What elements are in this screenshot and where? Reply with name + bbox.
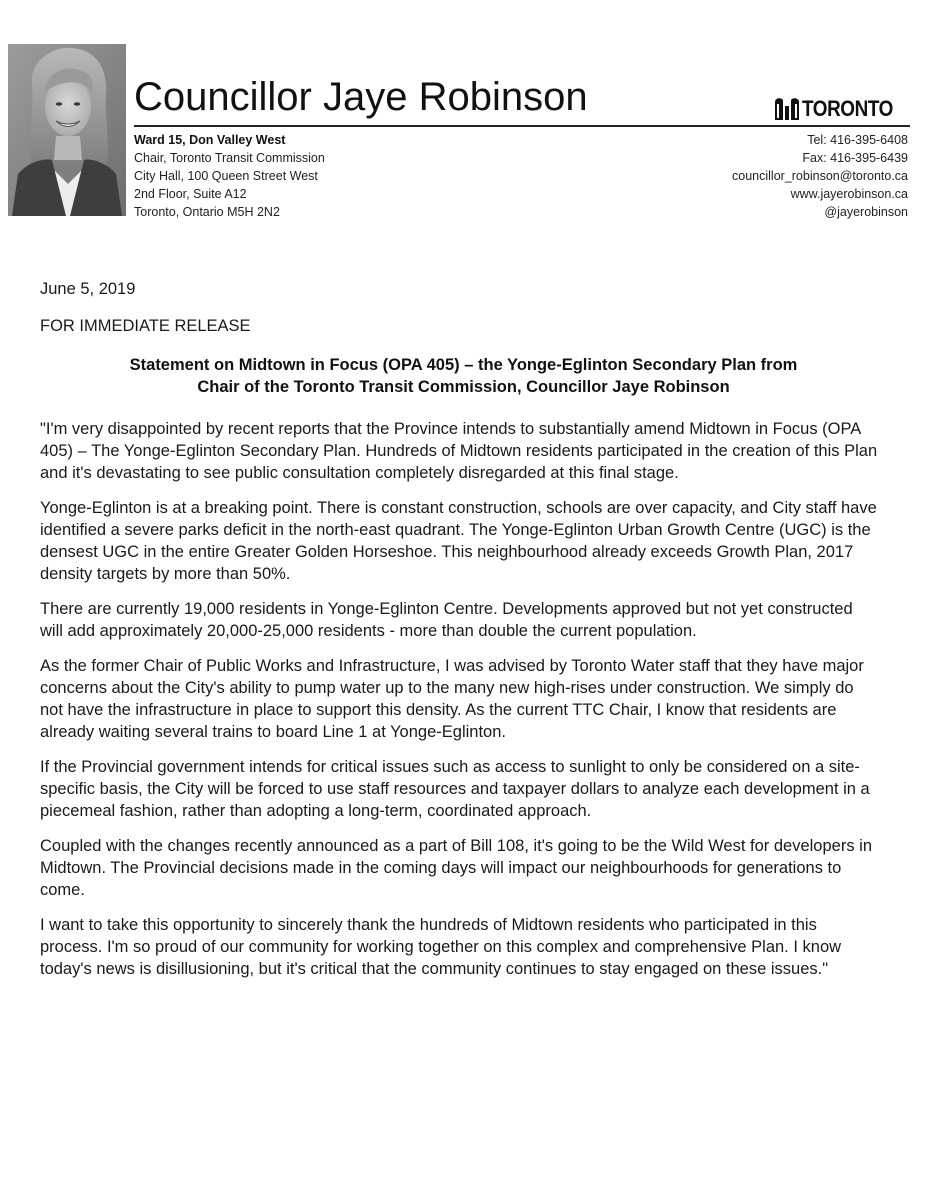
- headline-line: Statement on Midtown in Focus (OPA 405) – the Yonge-Eglinton Secondary Plan from: [129, 356, 798, 374]
- portrait-icon: [8, 44, 126, 216]
- release-date: June 5, 2019: [40, 280, 136, 298]
- body-paragraph: Coupled with the changes recently announced as a part of Bill 108, it's going to be the Wild West for developers in Midtown. The Provincial decisions made in the coming days will impact our neighbourhoods for generations to come.: [40, 837, 873, 899]
- ward-line: Ward 15, Don Valley West: [134, 133, 286, 147]
- address-block: [134, 131, 325, 221]
- body-paragraph: "I'm very disappointed by recent reports that the Province intends to substantially amend Midtown in Focus (OPA 405) – The Yonge-Eglinton Secondary Plan. Hundreds of Midtown residents participated in the creation of this Plan and it's devastating to see public consultation completely disregarded at this final stage.: [40, 420, 878, 482]
- address-line: Toronto, Ontario M5H 2N2: [134, 205, 280, 219]
- headline-line: Chair of the Toronto Transit Commission, Councillor Jaye Robinson: [197, 378, 730, 396]
- address-line: Chair, Toronto Transit Commission: [134, 151, 325, 165]
- letterhead-title: Councillor Jaye Robinson: [134, 75, 588, 119]
- statement-headline: [30, 354, 897, 398]
- website-link[interactable]: www.jayerobinson.ca: [790, 187, 908, 201]
- email-link[interactable]: councillor_robinson@toronto.ca: [732, 169, 908, 183]
- address-line: City Hall, 100 Queen Street West: [134, 169, 318, 183]
- twitter-handle[interactable]: @jayerobinson: [824, 205, 908, 219]
- body-paragraph: Yonge-Eglinton is at a breaking point. There is constant construction, schools are over capacity, and City staff have identified a severe parks deficit in the north-east quadrant. The Yonge-Eglinton Urban Growth Centre (UGC) is the densest UGC in the entire Greater Golden Horseshoe. This neighbourhood already exceeds Growth Plan, 2017 density targets by more than 50%.: [40, 499, 877, 583]
- statement-body: [40, 418, 878, 993]
- body-paragraph: As the former Chair of Public Works and Infrastructure, I was advised by Toronto Water staff that they have major concerns about the City's ability to pump water up to the many new high-rises under construction. We simply do not have the infrastructure in place to support this density. As the current TTC Chair, I know that residents are already waiting several trains to board Line 1 at Yonge-Eglinton.: [40, 657, 864, 741]
- fax-line: Fax: 416-395-6439: [802, 151, 908, 165]
- councillor-portrait-image: [8, 44, 126, 216]
- contact-block: [732, 131, 908, 221]
- phone-line: Tel: 416-395-6408: [807, 133, 908, 147]
- city-hall-icon: [774, 96, 800, 120]
- body-paragraph: There are currently 19,000 residents in Yonge-Eglinton Centre. Developments approved but not yet constructed will add approximately 20,000-25,000 residents - more than double the current population.: [40, 600, 853, 640]
- toronto-logo: [774, 86, 908, 120]
- release-label: FOR IMMEDIATE RELEASE: [40, 317, 251, 335]
- address-line: 2nd Floor, Suite A12: [134, 187, 247, 201]
- body-paragraph: If the Provincial government intends for critical issues such as access to sunlight to only be considered on a site-specific basis, the City will be forced to use staff resources and taxpayer dollars to analyze each development in a piecemeal fashion, rather than adopting a long-term, coordinated approach.: [40, 758, 870, 820]
- logo-wordmark: TORONTO: [802, 96, 894, 121]
- letterhead-divider: [134, 125, 910, 127]
- body-paragraph: I want to take this opportunity to sincerely thank the hundreds of Midtown residents who participated in this process. I'm so proud of our community for working together on this complex and comprehensive Plan. I know today's news is disillusioning, but it's critical that the community continues to stay engaged on these issues.": [40, 916, 842, 978]
